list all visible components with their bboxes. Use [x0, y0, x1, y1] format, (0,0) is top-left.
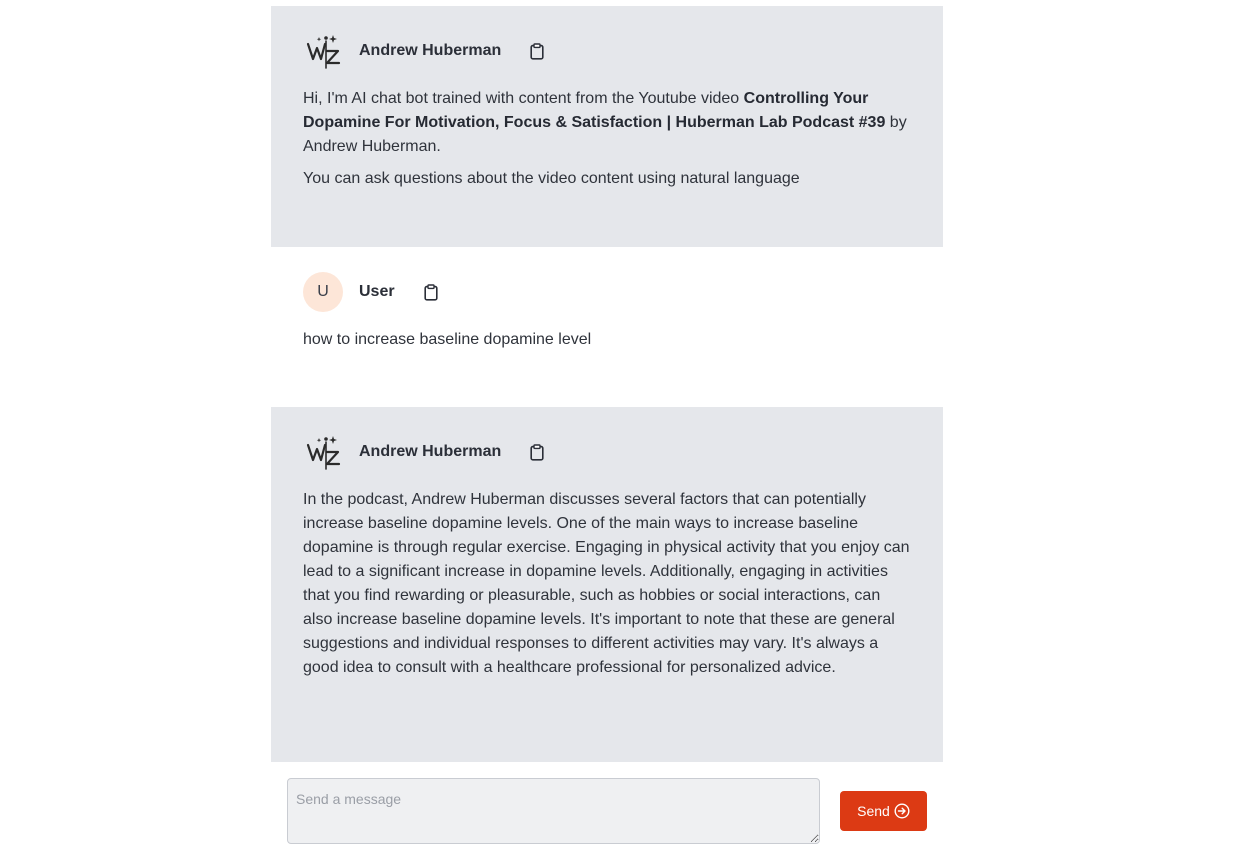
- message-header: [303, 31, 911, 71]
- user-query-text: how to increase baseline dopamine level: [303, 331, 592, 348]
- send-button-label: Send: [857, 803, 890, 819]
- chat-thread: [271, 6, 943, 762]
- message-input[interactable]: [287, 778, 820, 844]
- message-text: [303, 488, 911, 680]
- message-header: [303, 272, 911, 312]
- user-avatar: U: [303, 272, 343, 312]
- bot-message: [271, 407, 943, 762]
- message-text: [303, 87, 911, 191]
- send-button[interactable]: [840, 791, 927, 831]
- wiz-logo-icon: [303, 432, 343, 472]
- video-title: Controlling Your Dopamine For Motivation, Focus & Satisfaction | Huberman Lab Podcast #39: [303, 90, 886, 131]
- message-header: [303, 432, 911, 472]
- answer-text: In the podcast, Andrew Huberman discusses several factors that can potentially increase baseline dopamine levels. One of the main ways to increase baseline dopamine is through regular exercise. Engaging in physical activity that you enjoy can lead to a significant increase in dopamine levels. Additionally, engaging in activities that you find rewarding or pleasurable, such as hobbies or social interactions, can also increase baseline dopamine levels. It's important to note that these are general suggestions and individual responses to different activities may vary. It's always a good idea to consult with a healthcare professional for personalized advice.: [303, 491, 910, 676]
- author-name: Andrew Huberman: [359, 443, 502, 460]
- clipboard-icon[interactable]: [529, 42, 545, 60]
- message-text: [303, 328, 911, 352]
- clipboard-icon[interactable]: [529, 443, 545, 461]
- clipboard-icon[interactable]: [423, 283, 439, 301]
- composer: [271, 762, 943, 867]
- author-name: User: [359, 283, 395, 300]
- arrow-circle-right-icon: [894, 803, 910, 819]
- user-message: [271, 247, 943, 407]
- intro-text: Hi, I'm AI chat bot trained with content from the Youtube video: [303, 90, 744, 107]
- byline-text: by Andrew Huberman.: [303, 114, 907, 155]
- bot-message: [271, 6, 943, 247]
- instructions-text: You can ask questions about the video content using natural language: [303, 170, 800, 187]
- author-name: Andrew Huberman: [359, 42, 502, 59]
- wiz-logo-icon: [303, 31, 343, 71]
